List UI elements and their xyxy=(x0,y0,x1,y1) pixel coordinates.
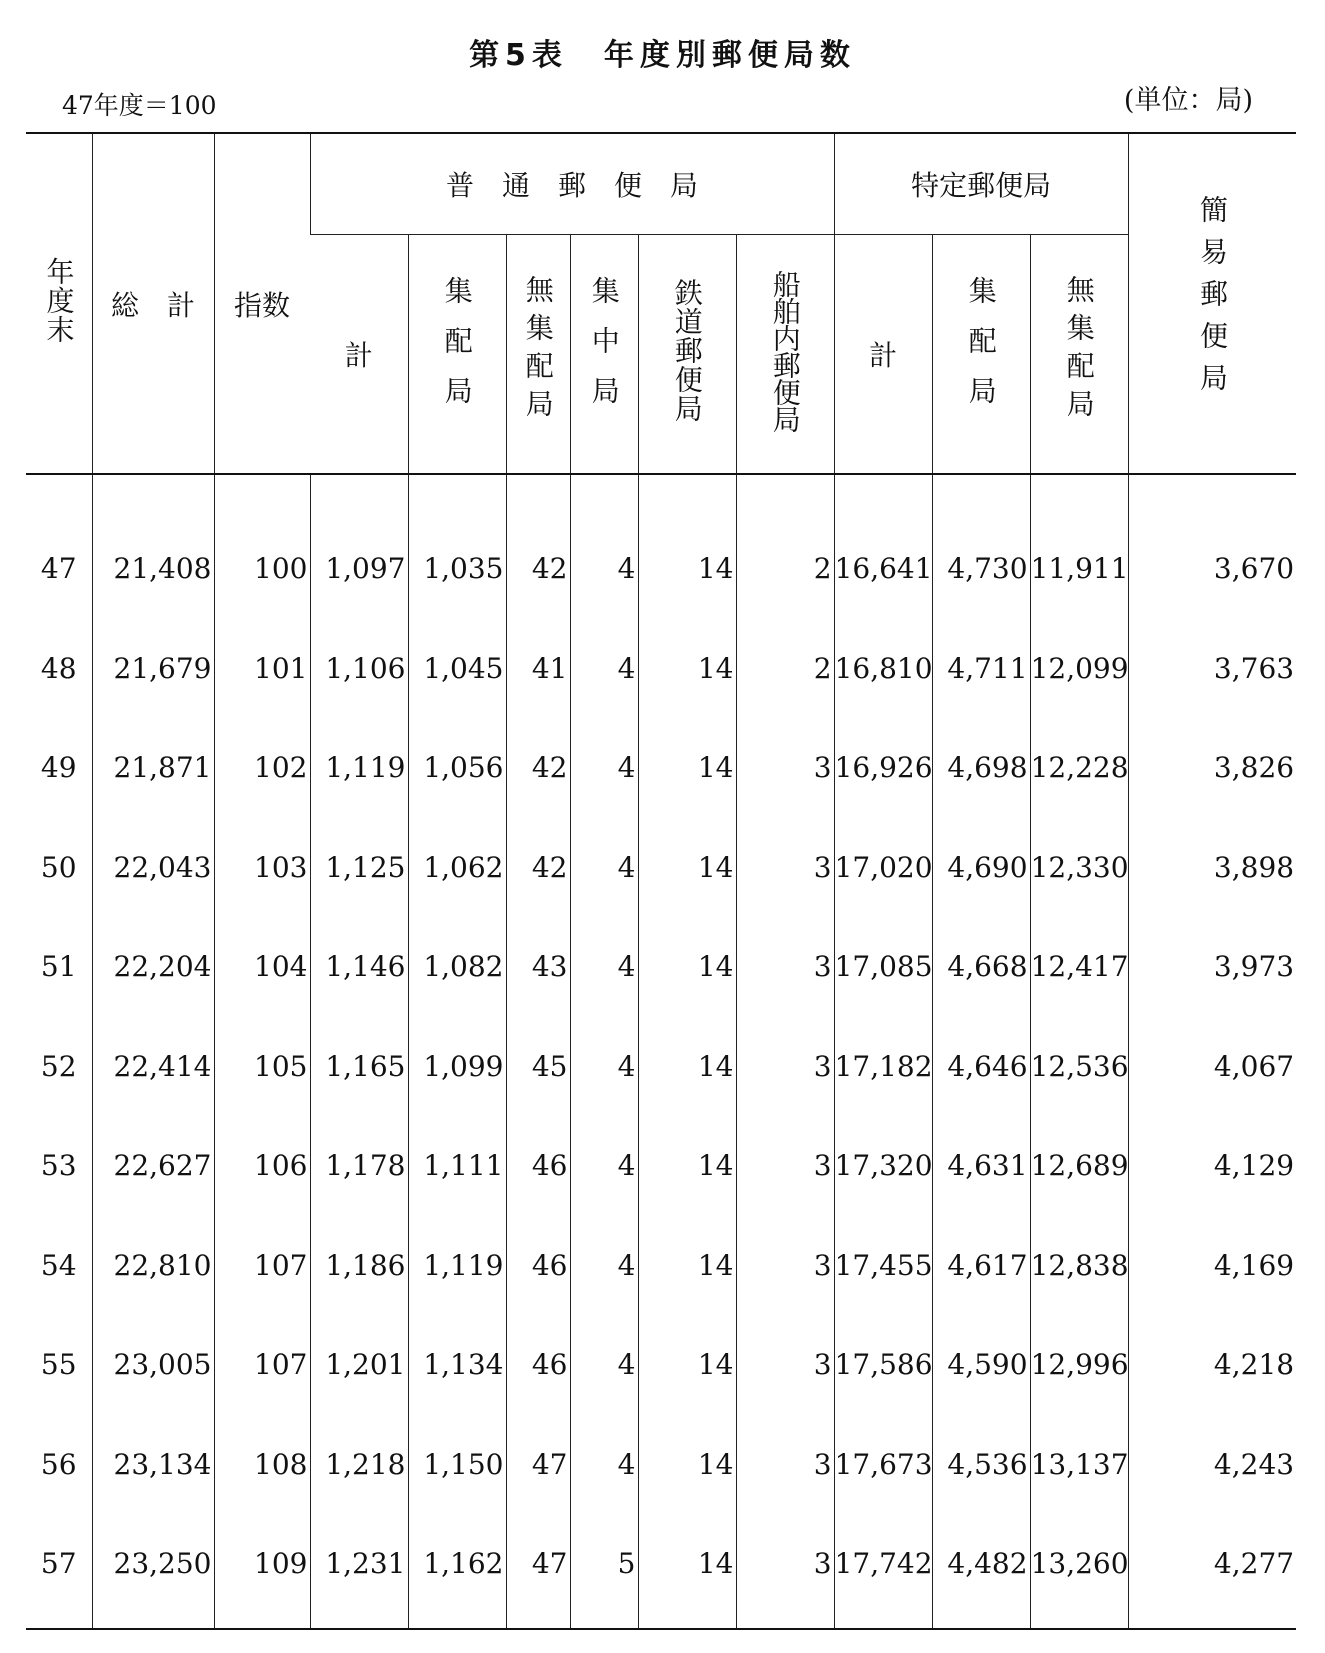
cell-simple: 3,973 xyxy=(1128,917,1296,1017)
cell-ordinary-railway: 14 xyxy=(638,474,736,619)
header-ordinary-railway: 鉄道郵便局 xyxy=(638,235,736,475)
cell-simple: 3,898 xyxy=(1128,818,1296,918)
cell-ordinary-railway: 14 xyxy=(638,1116,736,1216)
cell-simple: 4,129 xyxy=(1128,1116,1296,1216)
cell-ordinary-total: 1,231 xyxy=(310,1514,408,1629)
cell-index: 100 xyxy=(214,474,310,619)
table-row xyxy=(26,818,1296,918)
cell-ordinary-noncollect: 46 xyxy=(506,1315,570,1415)
cell-ordinary-railway: 14 xyxy=(638,1514,736,1629)
cell-total: 21,408 xyxy=(92,474,214,619)
table-row xyxy=(26,718,1296,818)
cell-special-collect: 4,668 xyxy=(932,917,1030,1017)
header-special-collect: 集配局 xyxy=(932,235,1030,475)
cell-ordinary-collect: 1,045 xyxy=(408,619,506,719)
cell-year: 50 xyxy=(40,850,77,884)
cell-index: 109 xyxy=(214,1514,310,1629)
cell-special-noncollect: 12,330 xyxy=(1030,818,1128,918)
cell-ordinary-total: 1,125 xyxy=(310,818,408,918)
cell-index: 108 xyxy=(214,1415,310,1515)
cell-ordinary-collect: 1,062 xyxy=(408,818,506,918)
table-row xyxy=(26,1415,1296,1515)
cell-special-total: 17,320 xyxy=(834,1116,932,1216)
cell-special-collect: 4,590 xyxy=(932,1315,1030,1415)
cell-ordinary-ship: 2 xyxy=(736,474,834,619)
header-special-noncollect: 無集配局 xyxy=(1030,235,1128,475)
cell-special-noncollect: 12,228 xyxy=(1030,718,1128,818)
cell-ordinary-collect: 1,082 xyxy=(408,917,506,1017)
cell-ordinary-total: 1,165 xyxy=(310,1017,408,1117)
cell-ordinary-collect: 1,035 xyxy=(408,474,506,619)
cell-simple: 3,670 xyxy=(1128,474,1296,619)
cell-ordinary-noncollect: 47 xyxy=(506,1415,570,1515)
index-basis-note: 47年度＝100 xyxy=(62,91,217,120)
cell-special-noncollect: 12,099 xyxy=(1030,619,1128,719)
cell-year: 47 xyxy=(40,552,77,586)
cell-special-total: 16,641 xyxy=(834,474,932,619)
cell-special-total: 16,926 xyxy=(834,718,932,818)
cell-simple: 4,277 xyxy=(1128,1514,1296,1629)
cell-special-collect: 4,536 xyxy=(932,1415,1030,1515)
cell-ordinary-central: 4 xyxy=(570,1315,638,1415)
post-office-count-table xyxy=(26,132,1296,1630)
cell-ordinary-central: 4 xyxy=(570,474,638,619)
cell-index: 102 xyxy=(214,718,310,818)
cell-special-collect: 4,698 xyxy=(932,718,1030,818)
cell-index: 106 xyxy=(214,1116,310,1216)
cell-special-total: 17,673 xyxy=(834,1415,932,1515)
table-row xyxy=(26,1116,1296,1216)
cell-special-noncollect: 13,260 xyxy=(1030,1514,1128,1629)
cell-special-total: 17,182 xyxy=(834,1017,932,1117)
cell-index: 101 xyxy=(214,619,310,719)
cell-ordinary-collect: 1,119 xyxy=(408,1216,506,1316)
cell-index: 107 xyxy=(214,1216,310,1316)
cell-ordinary-ship: 3 xyxy=(736,917,834,1017)
cell-ordinary-central: 4 xyxy=(570,619,638,719)
table-row xyxy=(26,1017,1296,1117)
cell-ordinary-total: 1,201 xyxy=(310,1315,408,1415)
cell-special-collect: 4,646 xyxy=(932,1017,1030,1117)
cell-ordinary-total: 1,146 xyxy=(310,917,408,1017)
cell-ordinary-ship: 3 xyxy=(736,1514,834,1629)
cell-index: 105 xyxy=(214,1017,310,1117)
cell-special-total: 16,810 xyxy=(834,619,932,719)
cell-ordinary-noncollect: 43 xyxy=(506,917,570,1017)
cell-ordinary-ship: 3 xyxy=(736,718,834,818)
cell-special-collect: 4,690 xyxy=(932,818,1030,918)
header-year: 年度末 xyxy=(26,133,92,474)
header-ordinary-central: 集中局 xyxy=(570,235,638,475)
header-ordinary-noncollect: 無集配局 xyxy=(506,235,570,475)
cell-ordinary-railway: 14 xyxy=(638,718,736,818)
cell-special-collect: 4,730 xyxy=(932,474,1030,619)
cell-ordinary-collect: 1,111 xyxy=(408,1116,506,1216)
cell-special-noncollect: 12,536 xyxy=(1030,1017,1128,1117)
cell-ordinary-collect: 1,056 xyxy=(408,718,506,818)
cell-total: 22,810 xyxy=(92,1216,214,1316)
cell-ordinary-ship: 2 xyxy=(736,619,834,719)
cell-ordinary-ship: 3 xyxy=(736,818,834,918)
cell-ordinary-ship: 3 xyxy=(736,1017,834,1117)
cell-special-total: 17,742 xyxy=(834,1514,932,1629)
table-row xyxy=(26,619,1296,719)
cell-ordinary-central: 4 xyxy=(570,1116,638,1216)
cell-ordinary-central: 4 xyxy=(570,818,638,918)
cell-special-total: 17,586 xyxy=(834,1315,932,1415)
cell-ordinary-noncollect: 47 xyxy=(506,1514,570,1629)
cell-special-noncollect: 13,137 xyxy=(1030,1415,1128,1515)
cell-ordinary-total: 1,218 xyxy=(310,1415,408,1515)
cell-total: 22,627 xyxy=(92,1116,214,1216)
cell-special-noncollect: 12,838 xyxy=(1030,1216,1128,1316)
header-ordinary-group: 普 通 郵 便 局 xyxy=(310,133,834,235)
table-title: 第5表 年度別郵便局数 xyxy=(469,38,856,73)
cell-simple: 4,218 xyxy=(1128,1315,1296,1415)
header-simple: 簡易郵便局 xyxy=(1128,133,1296,474)
table-body xyxy=(26,474,1296,1629)
cell-simple: 3,763 xyxy=(1128,619,1296,719)
unit-note: (単位：局) xyxy=(1123,85,1253,116)
header-special-total: 計 xyxy=(834,235,932,475)
cell-year: 48 xyxy=(40,651,77,685)
header-ordinary-ship: 船舶内郵便局 xyxy=(736,235,834,475)
cell-ordinary-railway: 14 xyxy=(638,818,736,918)
cell-ordinary-central: 4 xyxy=(570,1415,638,1515)
cell-ordinary-noncollect: 42 xyxy=(506,818,570,918)
cell-ordinary-railway: 14 xyxy=(638,1017,736,1117)
cell-total: 23,005 xyxy=(92,1315,214,1415)
cell-ordinary-noncollect: 42 xyxy=(506,718,570,818)
cell-ordinary-ship: 3 xyxy=(736,1116,834,1216)
cell-index: 107 xyxy=(214,1315,310,1415)
table-row xyxy=(26,1216,1296,1316)
cell-ordinary-collect: 1,134 xyxy=(408,1315,506,1415)
cell-special-noncollect: 11,911 xyxy=(1030,474,1128,619)
cell-year: 55 xyxy=(40,1348,77,1382)
cell-year: 53 xyxy=(40,1149,77,1183)
cell-index: 103 xyxy=(214,818,310,918)
cell-ordinary-railway: 14 xyxy=(638,1415,736,1515)
cell-special-total: 17,085 xyxy=(834,917,932,1017)
cell-total: 21,871 xyxy=(92,718,214,818)
cell-simple: 4,169 xyxy=(1128,1216,1296,1316)
cell-total: 23,134 xyxy=(92,1415,214,1515)
cell-year: 54 xyxy=(40,1248,77,1282)
cell-ordinary-noncollect: 41 xyxy=(506,619,570,719)
cell-ordinary-noncollect: 42 xyxy=(506,474,570,619)
cell-special-collect: 4,482 xyxy=(932,1514,1030,1629)
cell-year: 52 xyxy=(40,1049,77,1083)
cell-ordinary-total: 1,119 xyxy=(310,718,408,818)
cell-ordinary-railway: 14 xyxy=(638,917,736,1017)
header-index: 指数 xyxy=(214,133,310,474)
cell-special-noncollect: 12,417 xyxy=(1030,917,1128,1017)
cell-total: 22,043 xyxy=(92,818,214,918)
cell-ordinary-total: 1,106 xyxy=(310,619,408,719)
cell-total: 22,414 xyxy=(92,1017,214,1117)
cell-special-noncollect: 12,689 xyxy=(1030,1116,1128,1216)
cell-ordinary-noncollect: 45 xyxy=(506,1017,570,1117)
cell-index: 104 xyxy=(214,917,310,1017)
cell-special-noncollect: 12,996 xyxy=(1030,1315,1128,1415)
cell-special-total: 17,455 xyxy=(834,1216,932,1316)
table-row xyxy=(26,1514,1296,1629)
cell-year: 49 xyxy=(40,751,77,785)
table-row xyxy=(26,917,1296,1017)
cell-simple: 3,826 xyxy=(1128,718,1296,818)
table-row xyxy=(26,474,1296,619)
cell-ordinary-total: 1,097 xyxy=(310,474,408,619)
cell-ordinary-noncollect: 46 xyxy=(506,1216,570,1316)
cell-total: 22,204 xyxy=(92,917,214,1017)
cell-simple: 4,067 xyxy=(1128,1017,1296,1117)
cell-ordinary-railway: 14 xyxy=(638,1315,736,1415)
cell-ordinary-collect: 1,150 xyxy=(408,1415,506,1515)
cell-ordinary-ship: 3 xyxy=(736,1415,834,1515)
cell-ordinary-ship: 3 xyxy=(736,1216,834,1316)
cell-ordinary-central: 4 xyxy=(570,1216,638,1316)
cell-ordinary-central: 4 xyxy=(570,718,638,818)
cell-year: 51 xyxy=(40,950,77,984)
cell-total: 23,250 xyxy=(92,1514,214,1629)
cell-year: 56 xyxy=(40,1447,77,1481)
cell-special-total: 17,020 xyxy=(834,818,932,918)
cell-ordinary-total: 1,178 xyxy=(310,1116,408,1216)
cell-ordinary-collect: 1,162 xyxy=(408,1514,506,1629)
cell-ordinary-railway: 14 xyxy=(638,619,736,719)
cell-simple: 4,243 xyxy=(1128,1415,1296,1515)
cell-year: 57 xyxy=(26,1514,92,1629)
cell-ordinary-collect: 1,099 xyxy=(408,1017,506,1117)
table-row xyxy=(26,1315,1296,1415)
cell-ordinary-noncollect: 46 xyxy=(506,1116,570,1216)
cell-total: 21,679 xyxy=(92,619,214,719)
cell-special-collect: 4,711 xyxy=(932,619,1030,719)
header-ordinary-collect: 集配局 xyxy=(408,235,506,475)
cell-special-collect: 4,617 xyxy=(932,1216,1030,1316)
cell-ordinary-total: 1,186 xyxy=(310,1216,408,1316)
header-total: 総 計 xyxy=(92,133,214,474)
header-special-group: 特定郵便局 xyxy=(834,133,1128,235)
cell-ordinary-central: 4 xyxy=(570,1017,638,1117)
cell-ordinary-railway: 14 xyxy=(638,1216,736,1316)
cell-special-collect: 4,631 xyxy=(932,1116,1030,1216)
header-ordinary-total: 計 xyxy=(310,235,408,475)
cell-ordinary-ship: 3 xyxy=(736,1315,834,1415)
cell-ordinary-central: 4 xyxy=(570,917,638,1017)
cell-ordinary-central: 5 xyxy=(570,1514,638,1629)
